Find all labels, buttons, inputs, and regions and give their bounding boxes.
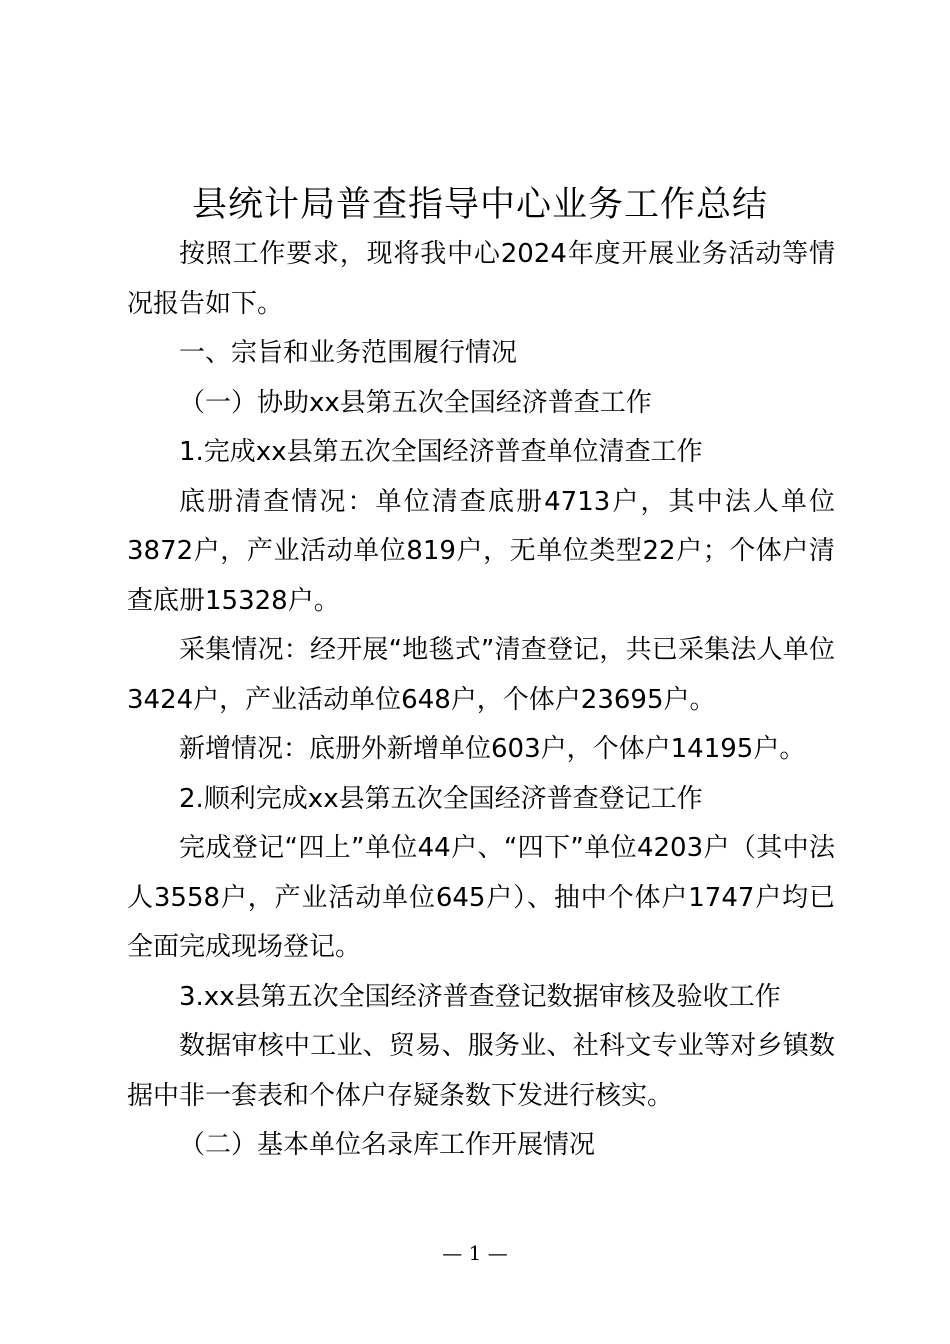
heading-section-1: 一、宗旨和业务范围履行情况 <box>179 338 518 368</box>
paragraph-collection: 采集情况：经开展“地毯式”清查登记，共已采集法人单位3424户，产业活动单位648户，个体户23695户。 <box>127 635 835 715</box>
paragraph-intro: 按照工作要求，现将我中心2024年度开展业务活动等情况报告如下。 <box>127 239 835 319</box>
heading-subsection-1: （一）协助xx县第五次全国经济普查工作 <box>179 387 652 418</box>
page-number: — 1 — <box>442 1241 508 1265</box>
document-body <box>127 230 835 1171</box>
heading-item-3: 3.xx县第五次全国经济普查登记数据审核及验收工作 <box>179 981 781 1012</box>
paragraph-registration: 完成登记“四上”单位44户、“四下”单位4203户（其中法人3558户，产业活动单位645户）、抽中个体户1747户均已全面完成现场登记。 <box>127 833 835 962</box>
document-title: 县统计局普查指导中心业务工作总结 <box>191 185 768 225</box>
heading-item-2: 2.顺利完成xx县第五次全国经济普查登记工作 <box>179 783 703 814</box>
paragraph-register-check: 底册清查情况：单位清查底册4713户，其中法人单位3872户，产业活动单位819户，无单位类型22户；个体户清查底册15328户。 <box>127 486 835 616</box>
paragraph-data-review: 数据审核中工业、贸易、服务业、社科文专业等对乡镇数据中非一套表和个体户存疑条数下发进行核实。 <box>127 1031 835 1111</box>
paragraph-new-additions: 新增情况：底册外新增单位603户，个体户14195户。 <box>179 734 806 764</box>
heading-subsection-2: （二）基本单位名录库工作开展情况 <box>179 1130 596 1160</box>
heading-item-1: 1.完成xx县第五次全国经济普查单位清查工作 <box>179 437 703 467</box>
